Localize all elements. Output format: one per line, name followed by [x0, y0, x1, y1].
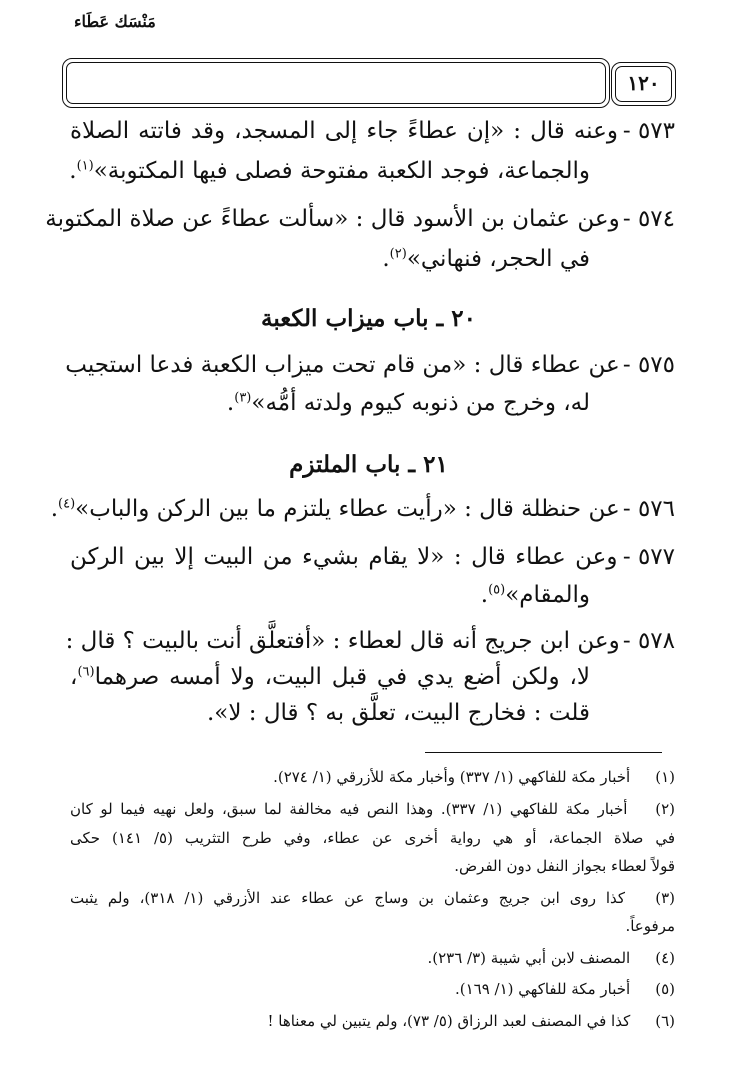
- entry-text: والمقام»: [505, 582, 590, 608]
- entry-number: ٥٧٥ -: [622, 352, 675, 378]
- footnote-ref: (٢): [389, 246, 407, 262]
- entry-576-line-1: [51, 496, 675, 522]
- entry-578-line-2: [70, 664, 675, 690]
- entry-text: وعنه قال : «إن عطاءً جاء إلى المسجد، وقد فاتته الصلاة: [70, 118, 618, 144]
- footnote-text: أخبار مكة للفاكهي (١/ ١٦٩).: [454, 980, 631, 998]
- entry-end: .: [69, 158, 77, 184]
- footnote-ref: (١): [76, 158, 94, 174]
- footnote-text: كذا في المصنف لعبد الرزاق (٥/ ٧٣)، ولم يتبين لي معناها !: [267, 1012, 631, 1030]
- footnote-6: [70, 1012, 675, 1030]
- entry-number: ٥٧٦ -: [622, 496, 675, 522]
- entry-text: والجماعة، فوجد الكعبة مفتوحة فصلى فيها المكتوبة»: [93, 158, 590, 184]
- entry-574-line-2: [382, 246, 675, 272]
- footnote-2-line-3: [70, 857, 675, 875]
- footnote-text: في صلاة الجماعة، أو هي رواية أخرى عن عطاء، وفي طرح التثريب (٥/ ١٤١) حكى: [70, 829, 675, 847]
- footnote-text: كذا روى ابن جريج وعثمان بن وساج عن عطاء عند الأزرقي (١/ ٣١٨)، ولم يثبت: [70, 889, 626, 907]
- footnote-ref: (٤): [58, 496, 76, 512]
- footnote-separator: [425, 752, 662, 753]
- entry-end: .: [50, 496, 58, 522]
- entry-574-line-1: [45, 206, 675, 232]
- footnote-ref: (٣): [234, 390, 252, 406]
- entry-575-line-2: [227, 390, 675, 416]
- running-header-title: مَنْسَك عَطَاء: [74, 12, 156, 31]
- page-number: ١٢٠: [627, 71, 660, 95]
- entry-577-line-1: [70, 544, 675, 570]
- entry-text: وعن عطاء قال : «لا يقام بشيء من البيت إلا بين الركن: [70, 544, 618, 570]
- entry-text: وعن عثمان بن الأسود قال : «سألت عطاءً عن صلاة المكتوبة: [45, 206, 620, 232]
- entry-end: .: [226, 390, 235, 416]
- footnote-number: (٣): [655, 889, 675, 907]
- footnote-text: مرفوعاً.: [625, 917, 675, 935]
- footnote-4: [70, 949, 675, 967]
- footnote-number: (٥): [655, 980, 675, 998]
- entry-end: ،: [70, 664, 78, 690]
- entry-578-line-3: [207, 700, 675, 726]
- footnote-text: أخبار مكة للفاكهي (١/ ٣٣٧). وهذا النص فيه مخالفة لما سبق، ولعل نهيه فيما لو كان: [70, 800, 628, 818]
- footnote-1: [70, 768, 675, 786]
- footnote-text: قولاً لعطاء بجواز النفل دون الفرض.: [454, 857, 675, 875]
- running-header-frame: [62, 58, 610, 108]
- entry-text: وعن ابن جريج أنه قال لعطاء : «أفتعلَّق أنت بالبيت ؟ قال :: [65, 628, 620, 654]
- footnote-2-line-1: [70, 800, 675, 818]
- section-heading-21: ٢١ ـ باب الملتزم: [289, 451, 448, 478]
- entry-578-line-1: [65, 628, 675, 654]
- entry-573-line-2: [69, 158, 675, 184]
- footnote-text: المصنف لابن أبي شيبة (٣/ ٢٣٦).: [427, 949, 631, 967]
- entry-number: ٥٧٨ -: [622, 628, 675, 654]
- entry-text: قلت : فخارج البيت، تعلَّق به ؟ قال : لا».: [206, 700, 590, 726]
- footnote-3-line-1: [70, 889, 675, 907]
- footnote-2-line-2: [70, 829, 675, 847]
- entry-text: لا، ولكن أضع يدي في قبل البيت، ولا أمسه صرهما: [94, 664, 590, 690]
- entry-number: ٥٧٤ -: [622, 206, 675, 232]
- entry-text: في الحجر، فنهاني»: [406, 246, 590, 272]
- entry-number: ٥٧٣ -: [622, 118, 676, 144]
- footnote-ref: (٦): [77, 664, 95, 680]
- footnote-text: أخبار مكة للفاكهي (١/ ٣٣٧) وأخبار مكة للأزرقي (١/ ٢٧٤).: [273, 768, 631, 786]
- footnote-number: (٦): [655, 1012, 675, 1030]
- entry-number: ٥٧٧ -: [622, 544, 675, 570]
- entry-575-line-1: [65, 352, 675, 378]
- footnote-number: (٢): [655, 800, 675, 818]
- page-number-frame: [611, 62, 676, 106]
- footnote-5: [70, 980, 675, 998]
- footnote-3-line-2: [70, 917, 675, 935]
- entry-573-line-1: [70, 118, 675, 144]
- entry-text: عن عطاء قال : «من قام تحت ميزاب الكعبة فدعا استجيب: [65, 352, 620, 378]
- entry-577-line-2: [481, 582, 675, 608]
- entry-text: له، وخرج من ذنوبه كيوم ولدته أمُّه»: [251, 390, 590, 416]
- footnote-ref: (٥): [488, 582, 506, 598]
- footnote-number: (٤): [655, 949, 675, 967]
- section-heading-20: ٢٠ ـ باب ميزاب الكعبة: [260, 305, 476, 332]
- entry-end: .: [382, 246, 390, 272]
- entry-text: عن حنظلة قال : «رأيت عطاء يلتزم ما بين الركن والباب»: [75, 496, 620, 522]
- entry-end: .: [480, 582, 489, 608]
- footnote-number: (١): [655, 768, 675, 786]
